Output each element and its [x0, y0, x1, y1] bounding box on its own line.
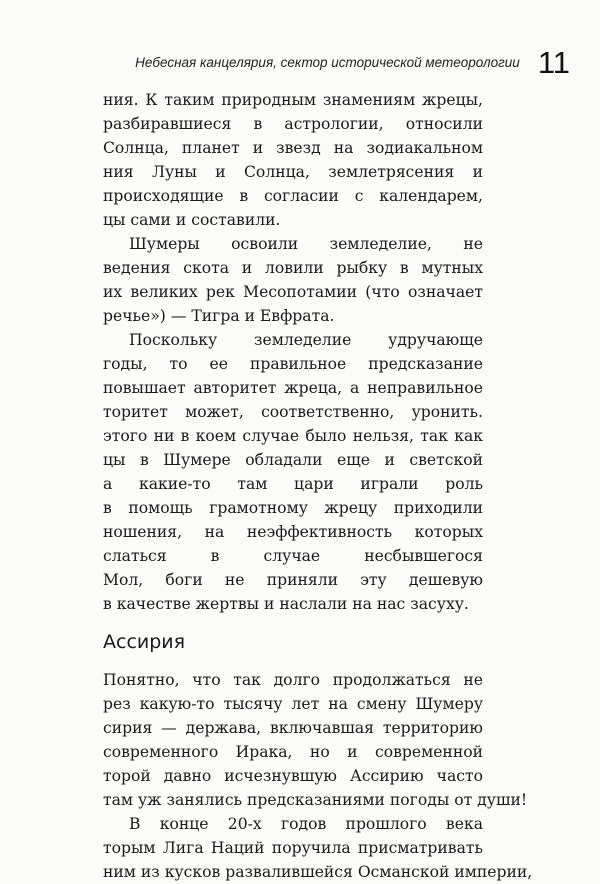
text-line: торой давно исчезнувшую Ассирию часто — [103, 767, 483, 785]
text-line: Понятно, что так долго продолжаться не — [103, 671, 483, 689]
page-header — [110, 34, 570, 78]
text-line: в качестве жертвы и наслали на нас засуху. — [103, 595, 469, 613]
text-line: речье») — Тигра и Евфрата. — [103, 307, 335, 325]
paragraph — [103, 328, 483, 616]
page-number: 11 — [537, 45, 570, 80]
text-line: В конце 20-х годов прошлого века — [129, 815, 483, 833]
paragraph — [103, 232, 483, 328]
text-line: ним из кусков развалившейся Османской империи, — [103, 863, 533, 881]
text-line: ния Луны и Солнца, землетрясения и — [103, 163, 483, 181]
text-line: их великих рек Месопотамии (что означает — [103, 283, 483, 301]
text-line: годы, то ее правильное предсказание — [103, 355, 483, 373]
text-line: происходящие в согласии с календарем, — [103, 187, 483, 205]
text-line: цы сами и составили. — [103, 211, 281, 229]
text-line: а какие-то там цари играли роль — [103, 475, 483, 493]
text-line: Поскольку земледелие удручающе — [129, 331, 483, 349]
text-line: современного Ирака, но и современной — [103, 743, 483, 761]
paragraphs-bottom — [103, 668, 533, 884]
text-line: слаться в случае несбывшегося — [103, 547, 483, 565]
paragraphs-top — [103, 88, 483, 616]
running-title: Небесная канцелярия, сектор исторической метеорологии — [135, 55, 520, 70]
text-line: там уж занялись предсказаниями погоды от души! — [103, 791, 528, 809]
page-body — [103, 88, 533, 884]
text-line: Солнца, планет и звезд на зодиакальном — [103, 139, 483, 157]
text-line: Шумеры освоили земледелие, не — [129, 235, 483, 253]
text-line: сирия — держава, включавшая территорию — [103, 719, 483, 737]
text-line: ния. К таким природным знамениям жрецы, — [103, 91, 483, 109]
text-line: торым Лига Наций поручила присматривать — [103, 839, 483, 857]
text-line: цы в Шумере обладали еще и светской — [103, 451, 483, 469]
text-line: рез какую-то тысячу лет на смену Шумеру — [103, 695, 483, 713]
section-heading: Ассирия — [103, 631, 186, 653]
text-line: Мол, боги не приняли эту дешевую — [103, 571, 483, 589]
text-line: ношения, на неэффективность которых — [103, 523, 483, 541]
text-line: этого ни в коем случае было нельзя, так как — [103, 427, 483, 445]
text-line: торитет может, соответственно, уронить. — [103, 403, 483, 421]
text-line: ведения скота и ловили рыбку в мутных — [103, 259, 483, 277]
paragraph — [103, 668, 528, 812]
text-line: повышает авторитет жреца, а неправильное — [103, 379, 483, 397]
text-line: разбиравшиеся в астрологии, относили — [103, 115, 483, 133]
text-line: в помощь грамотному жрецу приходили — [103, 499, 483, 517]
paragraph — [103, 88, 483, 232]
paragraph — [103, 812, 533, 884]
